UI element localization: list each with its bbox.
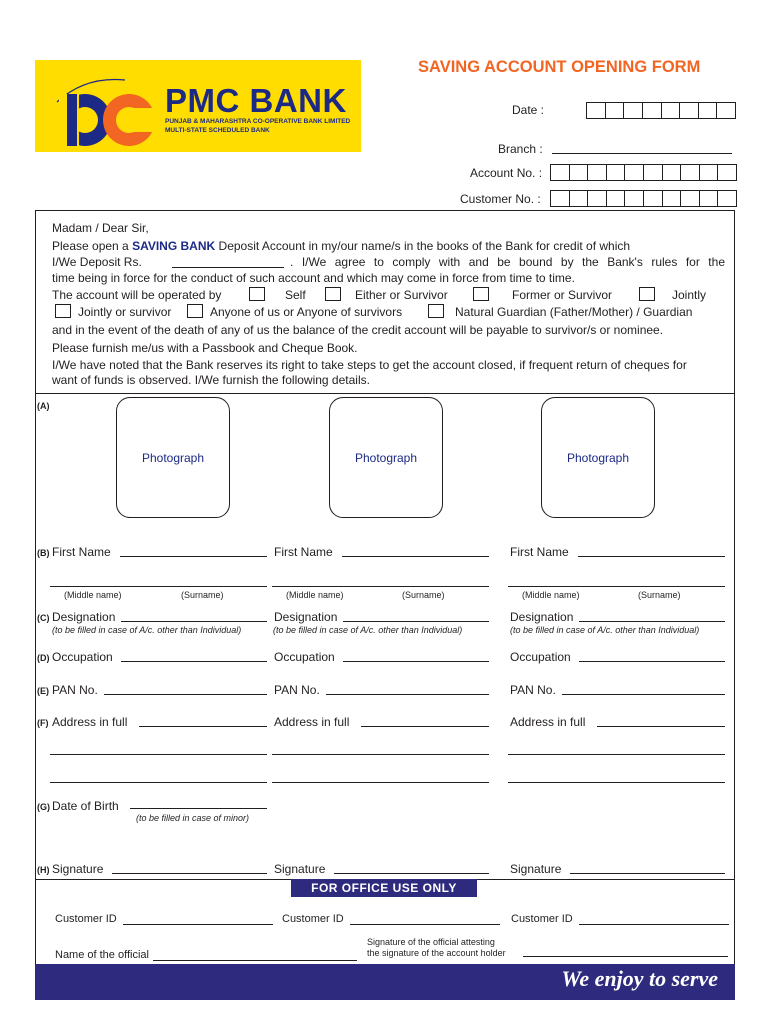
letter-line-1 [52,238,725,255]
first-name-field-3[interactable] [578,556,725,557]
pan-field-3[interactable] [562,694,725,695]
address-line3-field-1[interactable] [50,782,267,783]
pmc-emblem-icon [45,68,165,148]
operated-by-label: The account will be operated by [52,288,222,302]
divider [35,393,735,394]
signature-label-3: Signature [510,862,562,876]
designation-field-1[interactable] [121,621,267,622]
self-checkbox[interactable] [249,287,265,301]
attest-label-1: Signature of the official attesting [367,937,495,947]
form-title: SAVING ACCOUNT OPENING FORM [418,58,701,76]
customer-id-label-2: Customer ID [282,913,344,925]
signature-label-1: Signature [52,862,104,876]
signature-label-2: Signature [274,862,326,876]
letter-text: Deposit Account in my/our name/s in the books of the Bank for credit of which [215,239,631,253]
letter-line-5: and in the event of the death of any of us the balance of the credit account will be payable to survivor/s or nominee. [52,323,664,337]
saving-bank-text: SAVING BANK [132,239,216,253]
deposit-amount-field[interactable] [172,267,284,268]
signature-field-3[interactable] [570,873,725,874]
signature-field-1[interactable] [112,873,267,874]
letter-line-6: Please furnish me/us with a Passbook and Cheque Book. [52,341,358,355]
address-line3-field-3[interactable] [508,782,725,783]
middle-name-hint-2: (Middle name) [286,590,344,600]
attest-signature-field[interactable] [523,956,728,957]
pan-label-1: PAN No. [52,683,98,697]
letter-line-8: want of funds is observed. I/We furnish the following details. [52,373,370,387]
section-f-label: (F) [37,718,49,728]
letter-line-3: time being in force for the conduct of such account and which may come in force from time to time. [52,271,575,285]
guardian-checkbox[interactable] [428,304,444,318]
designation-label-1: Designation [52,610,116,624]
address-field-1[interactable] [139,726,267,727]
branch-field[interactable] [552,153,732,154]
first-name-label-3: First Name [510,545,569,559]
middle-name-hint-3: (Middle name) [522,590,580,600]
official-name-field[interactable] [153,960,357,961]
section-h-label: (H) [37,865,50,875]
customer-id-field-2[interactable] [350,924,500,925]
date-boxes[interactable] [586,102,736,119]
middle-surname-field-1[interactable] [50,586,267,587]
section-b-label: (B) [37,548,50,558]
address-line3-field-2[interactable] [272,782,489,783]
section-e-label: (E) [37,686,49,696]
bank-logo [35,60,361,152]
office-use-header: FOR OFFICE USE ONLY [291,879,477,897]
address-label-2: Address in full [274,715,350,729]
section-d-label: (D) [37,653,50,663]
occupation-label-1: Occupation [52,650,113,664]
branch-label: Branch : [498,142,543,156]
anyone-survivor-checkbox[interactable] [187,304,203,318]
address-label-3: Address in full [510,715,586,729]
bank-subtitle-2: MULTI-STATE SCHEDULED BANK [165,127,270,134]
photograph-box-3[interactable] [541,397,655,518]
customer-no-boxes[interactable] [550,190,737,207]
tagline: We enjoy to serve [561,966,718,991]
photograph-label: Photograph [141,450,205,465]
middle-surname-field-2[interactable] [272,586,489,587]
account-no-label: Account No. : [470,166,543,180]
date-label: Date : [512,103,545,117]
designation-label-2: Designation [274,610,338,624]
pan-label-2: PAN No. [274,683,320,697]
occupation-label-3: Occupation [510,650,571,664]
address-field-2[interactable] [361,726,489,727]
designation-note-1: (to be filled in case of A/c. other than Individual) [52,625,242,635]
anyone-survivor-label: Anyone of us or Anyone of survivors [210,305,403,319]
designation-field-3[interactable] [579,621,725,622]
either-survivor-checkbox[interactable] [325,287,341,301]
middle-surname-field-3[interactable] [508,586,725,587]
dob-field[interactable] [130,808,267,809]
surname-hint-1: (Surname) [181,590,224,600]
first-name-label-2: First Name [274,545,333,559]
designation-label-3: Designation [510,610,574,624]
first-name-field-1[interactable] [120,556,267,557]
section-c-label: (C) [37,613,50,623]
first-name-label-1: First Name [52,545,111,559]
jointly-survivor-label: Jointly or survivor [78,305,172,319]
jointly-label: Jointly [672,288,707,302]
deposit-label: I/We Deposit Rs. [52,255,142,269]
former-survivor-checkbox[interactable] [473,287,489,301]
occupation-field-3[interactable] [579,661,725,662]
bank-name: PMC BANK [165,82,347,119]
photograph-label: Photograph [354,450,418,465]
salutation: Madam / Dear Sir, [52,221,149,235]
customer-id-field-3[interactable] [579,924,729,925]
designation-note-3: (to be filled in case of A/c. other than Individual) [510,625,700,635]
bank-subtitle-1: PUNJAB & MAHARASHTRA CO-OPERATIVE BANK LIMITED [165,118,351,125]
guardian-label: Natural Guardian (Father/Mother) / Guardian [455,305,693,319]
pan-field-2[interactable] [326,694,489,695]
attest-label-2: the signature of the account holder [367,948,506,958]
pan-field-1[interactable] [104,694,267,695]
surname-hint-3: (Surname) [638,590,681,600]
customer-id-field-1[interactable] [123,924,273,925]
photograph-label: Photograph [566,450,630,465]
designation-note-2: (to be filled in case of A/c. other than Individual) [273,625,463,635]
self-label: Self [285,288,306,302]
occupation-field-1[interactable] [121,661,267,662]
agree-text: . I/We agree to comply with and be bound by the Bank's rules for the [290,255,725,269]
dob-label: Date of Birth [52,799,119,813]
pan-label-3: PAN No. [510,683,556,697]
surname-hint-2: (Surname) [402,590,445,600]
letter-text: Please open a [52,239,133,253]
letter-line-7: I/We have noted that the Bank reserves its right to take steps to get the account closed, if frequent return of cheques for [52,358,687,372]
section-a-label: (A) [37,401,50,411]
jointly-survivor-checkbox[interactable] [55,304,71,318]
address-line2-field-2[interactable] [272,754,489,755]
jointly-checkbox[interactable] [639,287,655,301]
dob-note: (to be filled in case of minor) [136,813,250,823]
first-name-field-2[interactable] [342,556,489,557]
designation-field-2[interactable] [343,621,489,622]
account-no-boxes[interactable] [550,164,737,181]
customer-id-label-3: Customer ID [511,913,573,925]
customer-no-label: Customer No. : [460,192,541,206]
middle-name-hint-1: (Middle name) [64,590,122,600]
photograph-box-2[interactable] [329,397,443,518]
address-label-1: Address in full [52,715,128,729]
address-line2-field-3[interactable] [508,754,725,755]
occupation-field-2[interactable] [343,661,489,662]
former-survivor-label: Former or Survivor [512,288,613,302]
address-field-3[interactable] [597,726,725,727]
photograph-box-1[interactable] [116,397,230,518]
occupation-label-2: Occupation [274,650,335,664]
either-survivor-label: Either or Survivor [355,288,448,302]
address-line2-field-1[interactable] [50,754,267,755]
signature-field-2[interactable] [334,873,489,874]
section-g-label: (G) [37,802,50,812]
customer-id-label-1: Customer ID [55,913,117,925]
official-name-label: Name of the official [55,949,149,961]
